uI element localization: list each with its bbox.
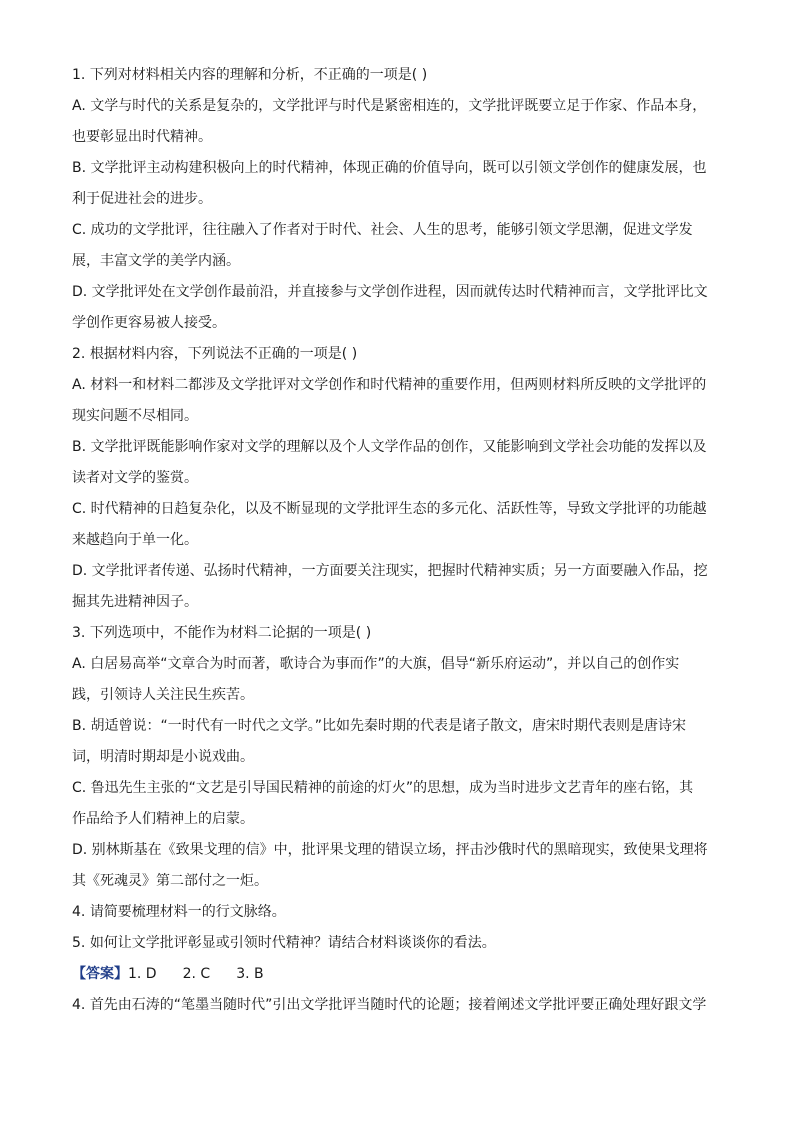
q1-option-b-line2: 利于促进社会的进步。: [72, 191, 212, 207]
answer-label: 【答案】: [72, 966, 128, 982]
question-3-stem: [72, 624, 720, 655]
q3-option-d-line2: 其《死魂灵》第二部付之一炬。: [72, 873, 268, 889]
document-page: [72, 66, 720, 1027]
q1-option-c-line2: 展，丰富文学的美学内涵。: [72, 253, 240, 269]
q2-option-c-line2: 来越趋向于单一化。: [72, 532, 198, 548]
q2-option-b-line2: 读者对文学的鉴赏。: [72, 470, 198, 486]
q1-option-d-line2: 学创作更容易被人接受。: [72, 315, 226, 331]
question-number: 5.: [72, 935, 86, 951]
question-number: 3.: [72, 625, 86, 641]
q3-option-a-line2: 践，引领诗人关注民生疾苦。: [72, 687, 254, 703]
answer-item-3: 3. B: [236, 966, 264, 982]
q2-option-c-line1: C. 时代精神的日趋复杂化，以及不断显现的文学批评生态的多元化、活跃性等，导致文学批评的功能越: [72, 501, 707, 517]
question-number: 1.: [72, 67, 86, 83]
question-number: 4.: [72, 904, 86, 920]
q3-option-a-line1: A. 白居易高举“文章合为时而著，歌诗合为事而作”的大旗，倡导“新乐府运动”，并以自己的创作实: [72, 656, 680, 672]
q2-option-a-line1: A. 材料一和材料二都涉及文学批评对文学创作和时代精神的重要作用，但两则材料所反映的文学批评的: [72, 377, 707, 393]
q3-option-c-line2: 作品给予人们精神上的启蒙。: [72, 811, 254, 827]
answer-number: 4.: [72, 997, 86, 1013]
answer-item-2: 2. C: [182, 966, 211, 982]
q1-option-a-line2: 也要彰显出时代精神。: [72, 129, 212, 145]
q1-option-a-line1: A. 文学与时代的关系是复杂的，文学批评与时代是紧密相连的，文学批评既要立足于作家、作品本身，: [72, 98, 707, 114]
question-text: 如何让文学批评彰显或引领时代精神？请结合材料谈谈你的看法。: [89, 935, 496, 951]
question-text: 下列对材料相关内容的理解和分析，不正确的一项是( ): [89, 67, 428, 83]
answer-text: 首先由石涛的“笔墨当随时代”引出文学批评当随时代的论题；接着阐述文学批评要正确处理好跟文学: [89, 997, 707, 1013]
q3-option-b-line1: B. 胡适曾说：“一时代有一时代之文学。”比如先秦时期的代表是诸子散文，唐宋时期代表则是唐诗宋: [72, 718, 687, 734]
q2-option-a-line2: 现实问题不尽相同。: [72, 408, 198, 424]
answer-line: [72, 965, 720, 996]
q1-option-c-line1: C. 成功的文学批评，往往融入了作者对于时代、社会、人生的思考，能够引领文学思潮，促进文学发: [72, 222, 693, 238]
q2-option-b-line1: B. 文学批评既能影响作家对文学的理解以及个人文学作品的创作，又能影响到文学社会功能的发挥以及: [72, 439, 707, 455]
question-text: 下列选项中，不能作为材料二论据的一项是( ): [89, 625, 372, 641]
answer-4: [72, 996, 720, 1027]
question-2-stem: [72, 345, 720, 376]
question-text: 请简要梳理材料一的行文脉络。: [89, 904, 286, 920]
answer-item-1: 1. D: [128, 966, 157, 982]
q3-option-b-line2: 词，明清时期却是小说戏曲。: [72, 749, 254, 765]
q1-option-d-line1: D. 文学批评处在文学创作最前沿，并直接参与文学创作进程，因而就传达时代精神而言，文学批评比文: [72, 284, 708, 300]
question-1-stem: [72, 66, 720, 97]
question-5: [72, 934, 720, 965]
q2-option-d-line1: D. 文学批评者传递、弘扬时代精神，一方面要关注现实，把握时代精神实质；另一方面要融入作品，挖: [72, 563, 708, 579]
question-4: [72, 903, 720, 934]
q3-option-d-line1: D. 别林斯基在《致果戈理的信》中，批评果戈理的错误立场，抨击沙俄时代的黑暗现实，致使果戈理将: [72, 842, 708, 858]
q1-option-b-line1: B. 文学批评主动构建积极向上的时代精神，体现正确的价值导向，既可以引领文学创作的健康发展，也: [72, 160, 707, 176]
question-text: 根据材料内容，下列说法不正确的一项是( ): [89, 346, 358, 362]
q3-option-c-line1: C. 鲁迅先生主张的“文艺是引导国民精神的前途的灯火”的思想，成为当时进步文艺青年的座右铭，其: [72, 780, 694, 796]
question-number: 2.: [72, 346, 86, 362]
q2-option-d-line2: 掘其先进精神因子。: [72, 594, 198, 610]
